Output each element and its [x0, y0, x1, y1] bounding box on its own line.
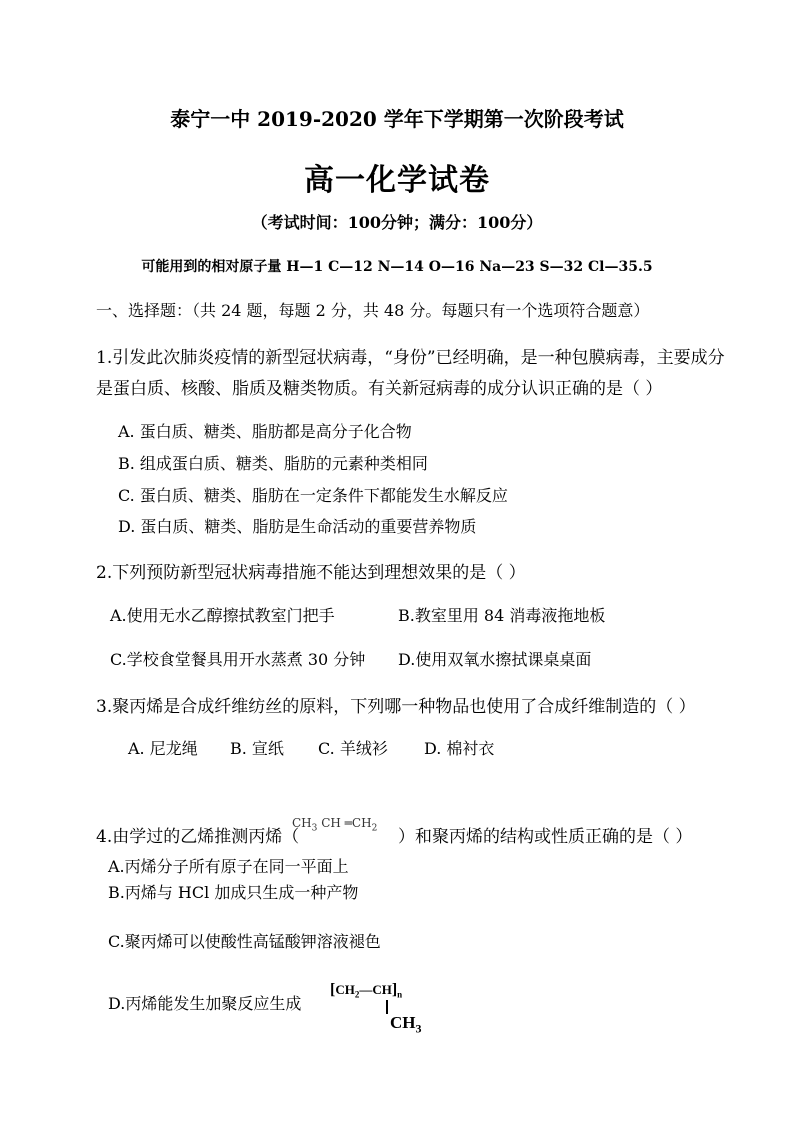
polymer-branch-sub: 3	[415, 1021, 422, 1036]
question-1-option-c: C. 蛋白质、糖类、脂肪在一定条件下都能发生水解反应	[118, 486, 508, 505]
question-2-option-c: C.学校食堂餐具用开水蒸煮 30 分钟	[110, 650, 366, 669]
question-1-option-b: B. 组成蛋白质、糖类、脂肪的元素种类相同	[118, 454, 428, 473]
propene-formula-b: CH ═CH	[321, 816, 372, 830]
question-3-option-b: B. 宣纸	[230, 739, 284, 758]
question-4-option-b: B.丙烯与 HCl 加成只生成一种产物	[108, 883, 359, 902]
atomic-masses: 可能用到的相对原子量 H—1 C—12 N—14 O—16 Na—23 S—32 Cl—35.5	[141, 259, 653, 275]
question-4-line-1-start: 4.由学过的乙烯推测丙烯（	[96, 827, 300, 847]
polymer-branch	[390, 1013, 422, 1036]
polymer-bracket-right: ]	[391, 981, 398, 998]
polypropylene-structure	[330, 981, 402, 1000]
question-2-option-d: D.使用双氧水擦拭课桌桌面	[398, 650, 592, 669]
question-3-option-c: C. 羊绒衫	[318, 739, 388, 758]
question-4-line-1-end: ）和聚丙烯的结构或性质正确的是（ ）	[398, 827, 693, 847]
polymer-unit-b: CH	[372, 982, 392, 997]
question-4-option-c: C.聚丙烯可以使酸性高锰酸钾溶液褪色	[108, 932, 381, 951]
propene-formula	[292, 816, 377, 833]
exam-title: 泰宁一中 2019-2020 学年下学期第一次阶段考试	[170, 107, 624, 131]
exam-info: （考试时间：100分钟；满分：100分）	[251, 213, 543, 232]
question-1-line-1: 1.引发此次肺炎疫情的新型冠状病毒，“身份”已经明确，是一种包膜病毒，主要成分	[96, 348, 725, 368]
polymer-unit-a-sub: 2	[354, 989, 360, 1000]
question-3-option-a: A. 尼龙绳	[128, 739, 198, 758]
polymer-n: n	[397, 989, 403, 1000]
propene-formula-a: CH	[292, 816, 312, 830]
propene-formula-b-sub: 2	[371, 823, 378, 834]
polymer-bracket-left: [	[330, 981, 336, 998]
question-2-line-1: 2.下列预防新型冠状病毒措施不能达到理想效果的是（ ）	[96, 563, 526, 583]
question-4-option-d: D.丙烯能发生加聚反应生成	[108, 994, 302, 1013]
subject-title: 高一化学试卷	[304, 163, 490, 198]
polymer-branch-bond	[386, 1000, 388, 1014]
polymer-branch-ch: CH	[390, 1013, 416, 1032]
question-1-option-d: D. 蛋白质、糖类、脂肪是生命活动的重要营养物质	[118, 517, 477, 536]
propene-formula-a-sub: 3	[311, 823, 318, 834]
question-3-line-1: 3.聚丙烯是合成纤维纺丝的原料，下列哪一种物品也使用了合成纤维制造的（ ）	[96, 697, 696, 717]
question-4-option-a: A.丙烯分子所有原子在同一平面上	[108, 857, 349, 876]
question-2-option-b: B.教室里用 84 消毒液拖地板	[398, 606, 606, 625]
question-2-option-a: A.使用无水乙醇擦拭教室门把手	[110, 606, 335, 625]
question-1-option-a: A. 蛋白质、糖类、脂肪都是高分子化合物	[118, 422, 412, 441]
section-heading: 一、选择题：（共 24 题，每题 2 分，共 48 分。每题只有一个选项符合题意）	[96, 301, 650, 320]
polymer-bond: —	[359, 982, 373, 997]
question-1-line-2: 是蛋白质、核酸、脂质及糖类物质。有关新冠病毒的成分认识正确的是（ ）	[96, 379, 663, 399]
polymer-unit-a: CH	[335, 982, 355, 997]
question-3-option-d: D. 棉衬衣	[424, 739, 495, 758]
